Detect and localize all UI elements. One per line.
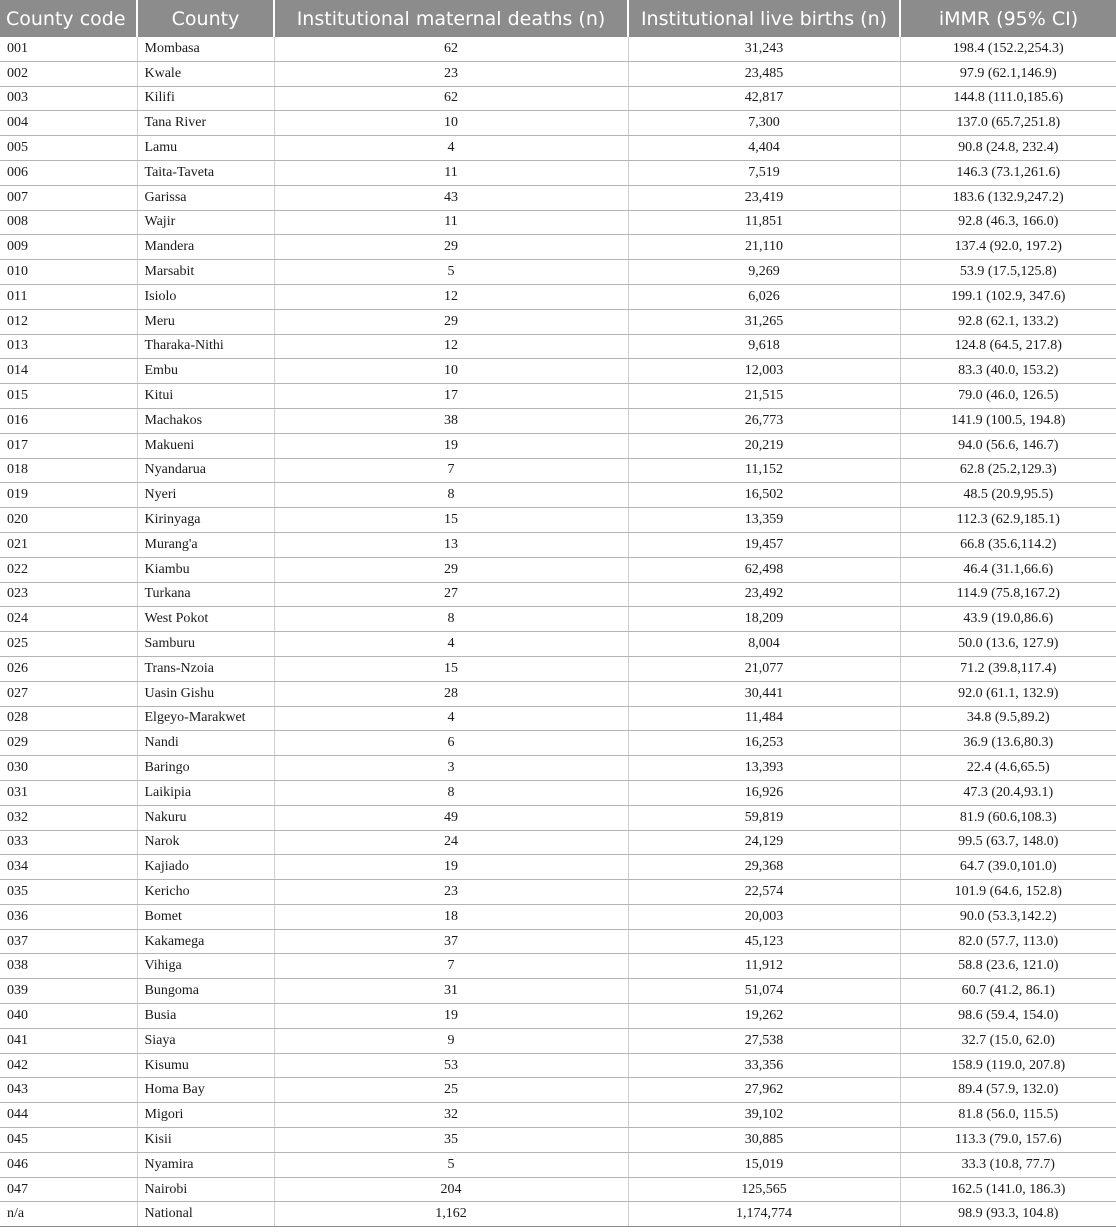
county-code-cell: 031	[0, 780, 137, 805]
maternal-deaths-cell: 29	[274, 309, 628, 334]
immr-cell: 94.0 (56.6, 146.7)	[900, 433, 1116, 458]
live-births-cell: 42,817	[628, 86, 900, 111]
immr-cell: 47.3 (20.4,93.1)	[900, 780, 1116, 805]
county-name-cell: Mandera	[137, 235, 274, 260]
maternal-deaths-cell: 62	[274, 86, 628, 111]
maternal-deaths-cell: 53	[274, 1053, 628, 1078]
maternal-deaths-cell: 25	[274, 1078, 628, 1103]
table-row	[0, 805, 1116, 830]
county-code-cell: 028	[0, 706, 137, 731]
county-name-cell: Homa Bay	[137, 1078, 274, 1103]
maternal-deaths-cell: 10	[274, 111, 628, 136]
live-births-cell: 12,003	[628, 359, 900, 384]
table-row	[0, 830, 1116, 855]
county-code-cell: 002	[0, 61, 137, 86]
county-code-cell: 013	[0, 334, 137, 359]
live-births-cell: 23,419	[628, 185, 900, 210]
live-births-cell: 31,243	[628, 37, 900, 61]
county-name-cell: Elgeyo-Marakwet	[137, 706, 274, 731]
live-births-cell: 7,519	[628, 160, 900, 185]
header-maternal-deaths: Institutional maternal deaths (n)	[274, 0, 628, 37]
maternal-deaths-cell: 13	[274, 532, 628, 557]
table-row	[0, 61, 1116, 86]
county-code-cell: 023	[0, 582, 137, 607]
county-name-cell: Kirinyaga	[137, 508, 274, 533]
county-name-cell: Tharaka-Nithi	[137, 334, 274, 359]
immr-cell: 114.9 (75.8,167.2)	[900, 582, 1116, 607]
table-row	[0, 1078, 1116, 1103]
county-code-cell: 012	[0, 309, 137, 334]
immr-cell: 90.0 (53.3,142.2)	[900, 904, 1116, 929]
maternal-deaths-cell: 12	[274, 284, 628, 309]
county-name-cell: Taita-Taveta	[137, 160, 274, 185]
live-births-cell: 33,356	[628, 1053, 900, 1078]
table-row	[0, 160, 1116, 185]
county-name-cell: Siaya	[137, 1028, 274, 1053]
immr-cell: 58.8 (23.6, 121.0)	[900, 954, 1116, 979]
county-code-cell: 020	[0, 508, 137, 533]
immr-cell: 98.6 (59.4, 154.0)	[900, 1004, 1116, 1029]
county-code-cell: 046	[0, 1152, 137, 1177]
table-row	[0, 458, 1116, 483]
table-row	[0, 681, 1116, 706]
table-row	[0, 508, 1116, 533]
maternal-deaths-cell: 37	[274, 929, 628, 954]
header-immr: iMMR (95% CI)	[900, 0, 1116, 37]
maternal-deaths-cell: 6	[274, 731, 628, 756]
header-row	[0, 0, 1116, 37]
county-code-cell: 024	[0, 607, 137, 632]
table-row	[0, 979, 1116, 1004]
live-births-cell: 7,300	[628, 111, 900, 136]
table-row	[0, 756, 1116, 781]
county-code-cell: 007	[0, 185, 137, 210]
county-name-cell: Makueni	[137, 433, 274, 458]
county-name-cell: Kilifi	[137, 86, 274, 111]
table-row	[0, 185, 1116, 210]
county-code-cell: 039	[0, 979, 137, 1004]
maternal-deaths-cell: 10	[274, 359, 628, 384]
maternal-deaths-cell: 23	[274, 61, 628, 86]
maternal-deaths-cell: 28	[274, 681, 628, 706]
table-row	[0, 1053, 1116, 1078]
county-name-cell: Lamu	[137, 136, 274, 161]
live-births-cell: 6,026	[628, 284, 900, 309]
county-name-cell: Uasin Gishu	[137, 681, 274, 706]
county-name-cell: Nyandarua	[137, 458, 274, 483]
table-row	[0, 37, 1116, 61]
live-births-cell: 18,209	[628, 607, 900, 632]
live-births-cell: 31,265	[628, 309, 900, 334]
table-row	[0, 954, 1116, 979]
county-name-cell: Baringo	[137, 756, 274, 781]
table-row	[0, 929, 1116, 954]
immr-cell: 183.6 (132.9,247.2)	[900, 185, 1116, 210]
county-code-cell: 021	[0, 532, 137, 557]
maternal-deaths-cell: 7	[274, 458, 628, 483]
live-births-cell: 9,269	[628, 260, 900, 285]
header-live-births: Institutional live births (n)	[628, 0, 900, 37]
immr-cell: 81.8 (56.0, 115.5)	[900, 1103, 1116, 1128]
table-row	[0, 532, 1116, 557]
county-code-cell: 040	[0, 1004, 137, 1029]
county-code-cell: 034	[0, 855, 137, 880]
county-code-cell: 026	[0, 656, 137, 681]
live-births-cell: 27,538	[628, 1028, 900, 1053]
table-row	[0, 904, 1116, 929]
county-code-cell: 011	[0, 284, 137, 309]
table-header	[0, 0, 1116, 37]
table-row	[0, 582, 1116, 607]
county-name-cell: Murang'a	[137, 532, 274, 557]
immr-cell: 124.8 (64.5, 217.8)	[900, 334, 1116, 359]
maternal-deaths-cell: 23	[274, 880, 628, 905]
immr-cell: 32.7 (15.0, 62.0)	[900, 1028, 1116, 1053]
maternal-deaths-cell: 29	[274, 235, 628, 260]
live-births-cell: 22,574	[628, 880, 900, 905]
live-births-cell: 30,885	[628, 1128, 900, 1153]
immr-cell: 46.4 (31.1,66.6)	[900, 557, 1116, 582]
live-births-cell: 11,851	[628, 210, 900, 235]
live-births-cell: 30,441	[628, 681, 900, 706]
immr-cell: 141.9 (100.5, 194.8)	[900, 408, 1116, 433]
maternal-deaths-cell: 32	[274, 1103, 628, 1128]
county-name-cell: Tana River	[137, 111, 274, 136]
county-code-cell: 038	[0, 954, 137, 979]
county-name-cell: Kakamega	[137, 929, 274, 954]
county-name-cell: National	[137, 1202, 274, 1227]
live-births-cell: 20,003	[628, 904, 900, 929]
table-row	[0, 656, 1116, 681]
immr-cell: 71.2 (39.8,117.4)	[900, 656, 1116, 681]
county-name-cell: Bomet	[137, 904, 274, 929]
county-code-cell: 030	[0, 756, 137, 781]
immr-cell: 144.8 (111.0,185.6)	[900, 86, 1116, 111]
immr-cell: 90.8 (24.8, 232.4)	[900, 136, 1116, 161]
immr-cell: 162.5 (141.0, 186.3)	[900, 1177, 1116, 1202]
maternal-deaths-cell: 19	[274, 433, 628, 458]
table-row	[0, 408, 1116, 433]
live-births-cell: 16,926	[628, 780, 900, 805]
live-births-cell: 19,262	[628, 1004, 900, 1029]
county-code-cell: 029	[0, 731, 137, 756]
immr-cell: 92.8 (62.1, 133.2)	[900, 309, 1116, 334]
table-row	[0, 1202, 1116, 1227]
county-name-cell: Narok	[137, 830, 274, 855]
table-row	[0, 1004, 1116, 1029]
table-row	[0, 1103, 1116, 1128]
table-row	[0, 1177, 1116, 1202]
county-name-cell: Mombasa	[137, 37, 274, 61]
county-name-cell: Marsabit	[137, 260, 274, 285]
county-name-cell: Nyeri	[137, 483, 274, 508]
immr-cell: 83.3 (40.0, 153.2)	[900, 359, 1116, 384]
county-code-cell: 008	[0, 210, 137, 235]
county-name-cell: Busia	[137, 1004, 274, 1029]
live-births-cell: 21,077	[628, 656, 900, 681]
live-births-cell: 39,102	[628, 1103, 900, 1128]
table-row	[0, 235, 1116, 260]
maternal-deaths-cell: 1,162	[274, 1202, 628, 1227]
live-births-cell: 4,404	[628, 136, 900, 161]
immr-cell: 92.0 (61.1, 132.9)	[900, 681, 1116, 706]
county-name-cell: Trans-Nzoia	[137, 656, 274, 681]
county-name-cell: Bungoma	[137, 979, 274, 1004]
county-name-cell: Machakos	[137, 408, 274, 433]
immr-cell: 43.9 (19.0,86.6)	[900, 607, 1116, 632]
live-births-cell: 16,253	[628, 731, 900, 756]
table-row	[0, 1028, 1116, 1053]
county-name-cell: Isiolo	[137, 284, 274, 309]
maternal-deaths-cell: 18	[274, 904, 628, 929]
county-code-cell: 027	[0, 681, 137, 706]
header-county: County	[137, 0, 274, 37]
maternal-deaths-cell: 15	[274, 508, 628, 533]
county-code-cell: 004	[0, 111, 137, 136]
immr-cell: 98.9 (93.3, 104.8)	[900, 1202, 1116, 1227]
maternal-deaths-cell: 31	[274, 979, 628, 1004]
table-row	[0, 557, 1116, 582]
county-code-cell: 022	[0, 557, 137, 582]
immr-cell: 99.5 (63.7, 148.0)	[900, 830, 1116, 855]
maternal-deaths-cell: 5	[274, 260, 628, 285]
immr-cell: 48.5 (20.9,95.5)	[900, 483, 1116, 508]
immr-cell: 33.3 (10.8, 77.7)	[900, 1152, 1116, 1177]
maternal-deaths-cell: 11	[274, 210, 628, 235]
maternal-deaths-cell: 24	[274, 830, 628, 855]
table-row	[0, 632, 1116, 657]
live-births-cell: 29,368	[628, 855, 900, 880]
maternal-deaths-cell: 35	[274, 1128, 628, 1153]
immr-cell: 53.9 (17.5,125.8)	[900, 260, 1116, 285]
county-name-cell: Kericho	[137, 880, 274, 905]
maternal-deaths-cell: 4	[274, 632, 628, 657]
county-code-cell: 009	[0, 235, 137, 260]
county-code-cell: 044	[0, 1103, 137, 1128]
county-name-cell: Samburu	[137, 632, 274, 657]
county-code-cell: 019	[0, 483, 137, 508]
table-row	[0, 284, 1116, 309]
table-body	[0, 37, 1116, 1227]
county-name-cell: Nandi	[137, 731, 274, 756]
table-row	[0, 433, 1116, 458]
maternal-deaths-cell: 8	[274, 607, 628, 632]
county-code-cell: 043	[0, 1078, 137, 1103]
immr-cell: 198.4 (152.2,254.3)	[900, 37, 1116, 61]
county-name-cell: Garissa	[137, 185, 274, 210]
table-row	[0, 210, 1116, 235]
maternal-deaths-cell: 38	[274, 408, 628, 433]
county-code-cell: 010	[0, 260, 137, 285]
county-name-cell: Laikipia	[137, 780, 274, 805]
immr-cell: 22.4 (4.6,65.5)	[900, 756, 1116, 781]
county-name-cell: Turkana	[137, 582, 274, 607]
immr-cell: 64.7 (39.0,101.0)	[900, 855, 1116, 880]
live-births-cell: 21,515	[628, 384, 900, 409]
county-name-cell: Migori	[137, 1103, 274, 1128]
county-name-cell: Kajiado	[137, 855, 274, 880]
county-code-cell: 025	[0, 632, 137, 657]
live-births-cell: 45,123	[628, 929, 900, 954]
live-births-cell: 20,219	[628, 433, 900, 458]
live-births-cell: 27,962	[628, 1078, 900, 1103]
table-row	[0, 483, 1116, 508]
live-births-cell: 51,074	[628, 979, 900, 1004]
county-code-cell: 036	[0, 904, 137, 929]
immr-cell: 158.9 (119.0, 207.8)	[900, 1053, 1116, 1078]
county-code-cell: 016	[0, 408, 137, 433]
header-county-code: County code	[0, 0, 137, 37]
county-name-cell: Wajir	[137, 210, 274, 235]
immr-cell: 50.0 (13.6, 127.9)	[900, 632, 1116, 657]
maternal-deaths-cell: 29	[274, 557, 628, 582]
maternal-deaths-cell: 15	[274, 656, 628, 681]
maternal-deaths-cell: 3	[274, 756, 628, 781]
county-code-cell: 003	[0, 86, 137, 111]
county-code-cell: n/a	[0, 1202, 137, 1227]
live-births-cell: 15,019	[628, 1152, 900, 1177]
table-row	[0, 855, 1116, 880]
table-row	[0, 1128, 1116, 1153]
live-births-cell: 19,457	[628, 532, 900, 557]
maternal-deaths-cell: 19	[274, 855, 628, 880]
county-code-cell: 015	[0, 384, 137, 409]
live-births-cell: 11,912	[628, 954, 900, 979]
maternal-deaths-cell: 7	[274, 954, 628, 979]
immr-cell: 92.8 (46.3, 166.0)	[900, 210, 1116, 235]
county-name-cell: Kisii	[137, 1128, 274, 1153]
county-code-cell: 047	[0, 1177, 137, 1202]
county-name-cell: West Pokot	[137, 607, 274, 632]
live-births-cell: 1,174,774	[628, 1202, 900, 1227]
immr-cell: 34.8 (9.5,89.2)	[900, 706, 1116, 731]
table-row	[0, 334, 1116, 359]
maternal-deaths-cell: 204	[274, 1177, 628, 1202]
immr-cell: 79.0 (46.0, 126.5)	[900, 384, 1116, 409]
live-births-cell: 26,773	[628, 408, 900, 433]
live-births-cell: 62,498	[628, 557, 900, 582]
immr-cell: 112.3 (62.9,185.1)	[900, 508, 1116, 533]
county-code-cell: 032	[0, 805, 137, 830]
county-name-cell: Kitui	[137, 384, 274, 409]
maternal-deaths-cell: 4	[274, 136, 628, 161]
county-name-cell: Kwale	[137, 61, 274, 86]
table-row	[0, 309, 1116, 334]
county-name-cell: Kisumu	[137, 1053, 274, 1078]
county-name-cell: Vihiga	[137, 954, 274, 979]
maternal-deaths-cell: 11	[274, 160, 628, 185]
county-code-cell: 014	[0, 359, 137, 384]
table-row	[0, 86, 1116, 111]
immr-cell: 60.7 (41.2, 86.1)	[900, 979, 1116, 1004]
county-code-cell: 045	[0, 1128, 137, 1153]
county-name-cell: Nakuru	[137, 805, 274, 830]
table-row	[0, 136, 1116, 161]
table-row	[0, 880, 1116, 905]
maternal-deaths-cell: 49	[274, 805, 628, 830]
county-code-cell: 005	[0, 136, 137, 161]
immr-cell: 199.1 (102.9, 347.6)	[900, 284, 1116, 309]
maternal-deaths-cell: 43	[274, 185, 628, 210]
immr-cell: 137.4 (92.0, 197.2)	[900, 235, 1116, 260]
table-row	[0, 1152, 1116, 1177]
table-row	[0, 384, 1116, 409]
live-births-cell: 59,819	[628, 805, 900, 830]
immr-cell: 101.9 (64.6, 152.8)	[900, 880, 1116, 905]
table-row	[0, 359, 1116, 384]
maternal-deaths-cell: 5	[274, 1152, 628, 1177]
table-row	[0, 780, 1116, 805]
county-name-cell: Meru	[137, 309, 274, 334]
table-row	[0, 731, 1116, 756]
immr-cell: 66.8 (35.6,114.2)	[900, 532, 1116, 557]
table-row	[0, 607, 1116, 632]
maternal-deaths-cell: 12	[274, 334, 628, 359]
maternal-deaths-cell: 27	[274, 582, 628, 607]
table-row	[0, 706, 1116, 731]
county-code-cell: 006	[0, 160, 137, 185]
live-births-cell: 125,565	[628, 1177, 900, 1202]
maternal-deaths-cell: 17	[274, 384, 628, 409]
maternal-deaths-cell: 62	[274, 37, 628, 61]
county-code-cell: 041	[0, 1028, 137, 1053]
live-births-cell: 24,129	[628, 830, 900, 855]
immr-cell: 97.9 (62.1,146.9)	[900, 61, 1116, 86]
county-code-cell: 042	[0, 1053, 137, 1078]
county-code-cell: 018	[0, 458, 137, 483]
county-name-cell: Nyamira	[137, 1152, 274, 1177]
immr-cell: 113.3 (79.0, 157.6)	[900, 1128, 1116, 1153]
live-births-cell: 23,485	[628, 61, 900, 86]
live-births-cell: 21,110	[628, 235, 900, 260]
immr-cell: 89.4 (57.9, 132.0)	[900, 1078, 1116, 1103]
county-name-cell: Embu	[137, 359, 274, 384]
maternal-deaths-cell: 8	[274, 483, 628, 508]
maternal-deaths-cell: 9	[274, 1028, 628, 1053]
live-births-cell: 16,502	[628, 483, 900, 508]
immr-cell: 137.0 (65.7,251.8)	[900, 111, 1116, 136]
table-row	[0, 111, 1116, 136]
maternal-deaths-cell: 8	[274, 780, 628, 805]
immr-cell: 81.9 (60.6,108.3)	[900, 805, 1116, 830]
maternal-deaths-cell: 19	[274, 1004, 628, 1029]
immr-cell: 36.9 (13.6,80.3)	[900, 731, 1116, 756]
live-births-cell: 9,618	[628, 334, 900, 359]
live-births-cell: 23,492	[628, 582, 900, 607]
table-row	[0, 260, 1116, 285]
county-name-cell: Nairobi	[137, 1177, 274, 1202]
immr-cell: 62.8 (25.2,129.3)	[900, 458, 1116, 483]
live-births-cell: 11,152	[628, 458, 900, 483]
county-code-cell: 033	[0, 830, 137, 855]
county-code-cell: 017	[0, 433, 137, 458]
live-births-cell: 8,004	[628, 632, 900, 657]
immr-cell: 82.0 (57.7, 113.0)	[900, 929, 1116, 954]
live-births-cell: 13,359	[628, 508, 900, 533]
maternal-deaths-cell: 4	[274, 706, 628, 731]
county-code-cell: 001	[0, 37, 137, 61]
county-code-cell: 037	[0, 929, 137, 954]
live-births-cell: 13,393	[628, 756, 900, 781]
county-code-cell: 035	[0, 880, 137, 905]
live-births-cell: 11,484	[628, 706, 900, 731]
immr-cell: 146.3 (73.1,261.6)	[900, 160, 1116, 185]
county-name-cell: Kiambu	[137, 557, 274, 582]
